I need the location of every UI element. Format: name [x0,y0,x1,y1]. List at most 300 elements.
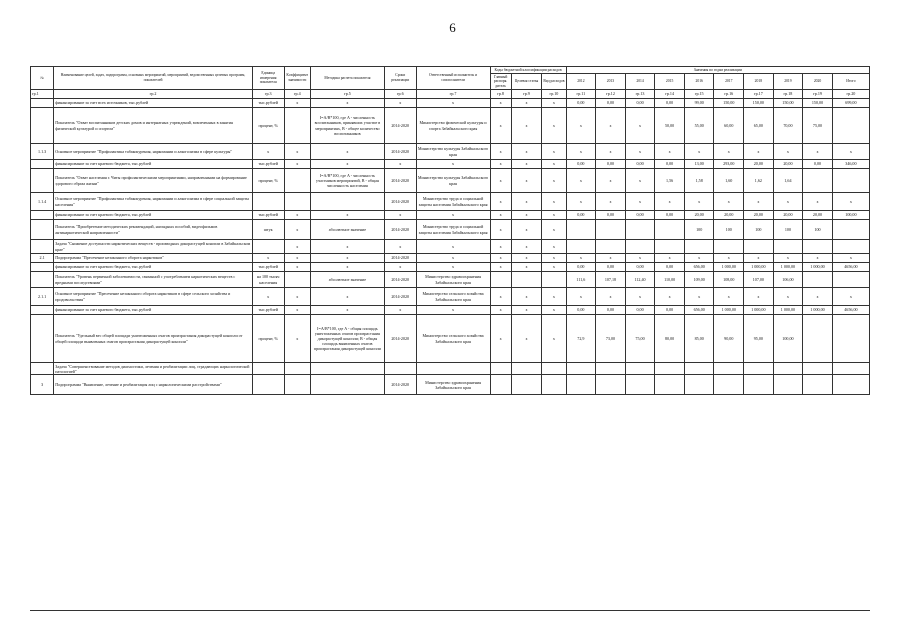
table-cell: 0,00 [596,263,626,272]
table-cell: x [566,288,596,306]
table-cell: 0,00 [566,306,596,315]
table-cell [511,375,542,395]
table-cell: I=A/B*100, где A - численность воспитанников, принявших участие в мероприятиях, B - общее количество воспитанников [310,108,384,144]
table-cell: 90,00 [714,315,744,363]
table-cell [744,240,774,254]
table-cell [31,272,54,288]
table-row [31,193,870,211]
table-cell: 1,62 [744,169,774,193]
table-cell [832,220,869,240]
table-cell: x [684,193,714,211]
table-cell: x [566,193,596,211]
table-cell [31,108,54,144]
table-cell: x [625,288,655,306]
table-cell [714,363,744,375]
table-cell: 0,00 [566,263,596,272]
table-cell: x [511,240,542,254]
table-cell: x [714,254,744,263]
table-cell [566,240,596,254]
table-cell: x [416,240,490,254]
row-title-cell: финансирование за счет краевого бюджета, тыс.рублей [54,306,253,315]
column-index-cell: гр.18 [773,90,803,99]
header-resp: Ответственный исполнитель и соисполнители [416,67,490,90]
table-cell: 2014-2020 [384,144,416,160]
table-cell: 100 [773,220,803,240]
table-cell [773,240,803,254]
table-cell: 75,00 [803,108,833,144]
table-cell: 107,18 [596,272,626,288]
table-cell [511,272,542,288]
table-cell: x [625,254,655,263]
table-cell: x [542,240,566,254]
table-cell: x [384,263,416,272]
table-cell: x [384,99,416,108]
table-cell: x [284,160,310,169]
table-cell [832,375,869,395]
table-cell: x [310,211,384,220]
table-cell [511,363,542,375]
table-cell: x [310,240,384,254]
table-cell: Министерство культуры Забайкальского края [416,169,490,193]
row-title-cell: Подпрограмма "Пресечение незаконного оборота наркотиков" [54,254,253,263]
program-indicators-table [30,66,870,395]
table-cell [284,193,310,211]
table-cell: x [542,254,566,263]
table-cell: x [490,160,511,169]
table-cell: x [803,144,833,160]
table-cell: 100,00 [832,211,869,220]
table-cell [31,315,54,363]
table-cell: 2014-2020 [384,315,416,363]
table-cell: 2014-2020 [384,220,416,240]
table-cell: x [542,220,566,240]
table-cell: 150,00 [803,99,833,108]
table-cell: 699,00 [832,99,869,108]
table-row [31,169,870,193]
table-cell: x [832,193,869,211]
table-cell: x [490,288,511,306]
table-cell: тыс.рублей [252,263,284,272]
table-cell: 2014-2020 [384,169,416,193]
row-title-cell: Основное мероприятие "Профилактика табакокурения, наркомании и алкоголизма в сфере культуры" [54,144,253,160]
table-cell: 0,00 [803,160,833,169]
table-cell: x [542,144,566,160]
table-cell: тыс.рублей [252,211,284,220]
table-cell [803,363,833,375]
table-cell [284,169,310,193]
table-cell: x [310,263,384,272]
table-cell: x [542,288,566,306]
table-cell [625,363,655,375]
table-cell: 99,00 [684,99,714,108]
table-cell [31,306,54,315]
table-cell: 85,00 [684,315,714,363]
table-bottom-border [30,610,870,611]
table-cell: 0,00 [655,99,685,108]
row-title-cell: Показатель "Приобретение методических рекомендаций, наглядных пособий, видеофильмов антинаркотической направленности" [54,220,253,240]
header-year: 2012 [566,74,596,90]
table-cell [655,363,685,375]
table-cell: 108,00 [714,272,744,288]
table-cell: x [773,288,803,306]
table-cell: 20,00 [684,211,714,220]
column-index-cell: гр.5 [310,90,384,99]
table-cell: x [490,169,511,193]
table-cell: 60,00 [714,108,744,144]
table-row [31,160,870,169]
table-cell: 0,00 [566,211,596,220]
table-cell: x [284,144,310,160]
table-row [31,240,870,254]
row-title-cell: Задача "Совершенствование методов диагностики, лечения и реабилитации лиц, страдающих наркологической патологией" [54,363,253,375]
table-cell: x [655,193,685,211]
table-cell [832,315,869,363]
header-kbk-col: Главный распоря. дитель [490,74,511,90]
column-index-cell: гр.16 [714,90,744,99]
column-index-cell: гр.1 [31,90,54,99]
table-cell: 65,00 [744,108,774,144]
table-cell: x [284,306,310,315]
table-cell: x [684,144,714,160]
table-cell: x [490,108,511,144]
page-number: 6 [449,20,456,35]
table-cell: 95,00 [744,315,774,363]
table-cell: 0,00 [655,211,685,220]
table-cell: 0,00 [596,306,626,315]
table-cell [252,375,284,395]
table-cell: Министерство здравоохранения Забайкальского края [416,375,490,395]
table-cell: тыс.рублей [252,306,284,315]
table-cell [596,220,626,240]
table-row [31,144,870,160]
table-cell: x [490,144,511,160]
table-cell: x [511,160,542,169]
table-cell: x [490,220,511,240]
table-cell: тыс.рублей [252,160,284,169]
table-cell: 107,00 [744,272,774,288]
header-coef: Коэффициент значимости [284,67,310,90]
table-cell: x [416,160,490,169]
header-kbk-col: Целевая статья [511,74,542,90]
table-cell [773,375,803,395]
table-cell: Министерство сельского хозяйства Забайкальского края [416,315,490,363]
table-cell [832,240,869,254]
table-row [31,263,870,272]
table-cell: тыс.рублей [252,99,284,108]
table-cell: x [310,160,384,169]
table-cell [684,375,714,395]
table-cell: x [490,99,511,108]
column-index-cell: гр.10 [542,90,566,99]
table-cell [655,240,685,254]
table-cell [625,240,655,254]
table-cell: x [714,288,744,306]
column-index-cell: гр.4 [284,90,310,99]
table-cell: x [284,288,310,306]
table-cell: x [542,169,566,193]
table-cell: Министерство здравоохранения Забайкальского края [416,272,490,288]
table-cell: 73,00 [596,315,626,363]
table-cell [803,240,833,254]
column-index-cell: гр.15 [684,90,714,99]
table-cell [252,240,284,254]
header-term: Сроки реализации [384,67,416,90]
column-index-cell: гр.3 [252,90,284,99]
row-title-cell: Основное мероприятие "Пресечение незаконного оборота наркотиков в сфере сельского хозяйства и продовольствия" [54,288,253,306]
table-cell: 0,00 [566,160,596,169]
table-cell: x [684,254,714,263]
table-cell: x [773,193,803,211]
table-cell: 80,00 [655,315,685,363]
header-year: 2019 [773,74,803,90]
table-cell: x [252,144,284,160]
table-cell: x [511,220,542,240]
table-cell: 0,00 [625,263,655,272]
table-cell [684,240,714,254]
header-year: 2016 [684,74,714,90]
header-unit: Единица измерения показателя [252,67,284,90]
table-cell [31,240,54,254]
table-cell: x [773,254,803,263]
table-cell: x [714,144,744,160]
table-cell: 293,00 [714,160,744,169]
table-row [31,315,870,363]
header-values: Значения по годам реализации [566,67,869,74]
header-name: Наименование целей, задач, подпрограмм, основных мероприятий, мероприятий, ведомственных целевых программ, показателей [54,67,253,90]
table-cell: x [744,144,774,160]
table-cell [284,108,310,144]
table-cell: x [416,254,490,263]
table-cell: x [384,160,416,169]
table-cell: 0,00 [655,263,685,272]
table-cell [714,240,744,254]
table-cell: 3 [31,375,54,395]
table-cell: x [744,254,774,263]
table-cell: 112,40 [625,272,655,288]
table-row [31,306,870,315]
table-cell: x [511,263,542,272]
table-cell: x [542,306,566,315]
column-index-cell: гр.11 [566,90,596,99]
table-cell [31,99,54,108]
column-index-cell: гр.7 [416,90,490,99]
table-cell: 0,00 [596,211,626,220]
table-cell: 656,00 [684,263,714,272]
table-cell [803,272,833,288]
table-cell [31,263,54,272]
table-cell: 0,00 [596,99,626,108]
row-title-cell: финансирование за счет краевого бюджета, тыс.рублей [54,160,253,169]
column-index-cell: гр.9 [511,90,542,99]
table-cell [832,272,869,288]
row-title-cell: Задача "Снижение доступности наркотических веществ - производных дикорастущей конопли в Забайкальском крае" [54,240,253,254]
table-cell [625,220,655,240]
table-cell [655,375,685,395]
header-method: Методика расчета показателя [310,67,384,90]
table-cell: x [566,144,596,160]
table-cell: x [511,254,542,263]
table-cell: x [542,211,566,220]
table-cell: x [511,288,542,306]
table-cell: 346,00 [832,160,869,169]
table-cell: x [511,315,542,363]
row-title-cell: финансирование за счет всех источников, тыс.рублей [54,99,253,108]
table-cell [744,363,774,375]
table-cell: x [625,144,655,160]
table-cell [744,375,774,395]
table-row [31,254,870,263]
table-cell: x [655,288,685,306]
table-cell: I=A/B*100, где A - численность участников мероприятий, B - общая численность населения [310,169,384,193]
table-cell: x [490,306,511,315]
table-cell: 55,00 [684,108,714,144]
table-cell: 0,00 [655,160,685,169]
table-row [31,288,870,306]
table-cell [416,363,490,375]
table-cell: x [284,315,310,363]
table-cell [803,169,833,193]
table-cell: абсолютное значение [310,272,384,288]
table-cell [31,160,54,169]
table-cell [566,220,596,240]
table-cell [596,375,626,395]
table-cell [655,220,685,240]
table-cell: x [310,144,384,160]
table-cell: 150,00 [714,99,744,108]
column-index-cell: гр.8 [490,90,511,99]
table-cell [684,363,714,375]
table-cell [625,375,655,395]
table-cell: 2014-2020 [384,272,416,288]
table-cell: x [490,263,511,272]
table-cell: Министерство труда и социальной защиты населения Забайкальского края [416,193,490,211]
table-cell: x [773,144,803,160]
table-cell [542,363,566,375]
table-cell: x [566,169,596,193]
table-cell: 100,00 [773,315,803,363]
column-index-cell: гр.14 [655,90,685,99]
table-cell: x [416,211,490,220]
table-cell: 150,00 [773,99,803,108]
column-index-row [31,90,870,99]
table-cell: процент, % [252,108,284,144]
table-cell: 4656,00 [832,263,869,272]
table-cell [542,375,566,395]
table-cell [832,108,869,144]
table-cell: 1,64 [773,169,803,193]
table-cell [284,272,310,288]
table-cell: Министерство культуры Забайкальского края [416,144,490,160]
table-cell: x [284,254,310,263]
table-cell: 0,00 [596,160,626,169]
table-cell [252,363,284,375]
column-index-cell: гр.17 [744,90,774,99]
table-cell: 70,00 [773,108,803,144]
table-row [31,272,870,288]
table-cell [31,169,54,193]
table-cell: 2014-2020 [384,193,416,211]
table-cell: процент, % [252,169,284,193]
table-cell: x [596,193,626,211]
table-cell [542,272,566,288]
row-title-cell: финансирование за счет краевого бюджета, тыс.рублей [54,211,253,220]
table-cell: 0,00 [625,160,655,169]
column-index-cell: гр.20 [832,90,869,99]
table-cell: x [596,108,626,144]
table-cell: 1 000,00 [744,306,774,315]
table-cell: 2.1 [31,254,54,263]
table-cell: x [284,220,310,240]
table-cell: x [511,306,542,315]
table-cell: 1 000,00 [714,306,744,315]
table-cell [284,375,310,395]
table-cell [384,363,416,375]
table-row [31,99,870,108]
table-cell: 2014-2020 [384,254,416,263]
table-cell: 110,00 [655,272,685,288]
table-cell [714,375,744,395]
table-row [31,211,870,220]
row-title-cell: финансирование за счет краевого бюджета, тыс.рублей [54,263,253,272]
header-year: 2015 [655,74,685,90]
table-cell: 1 000,00 [773,263,803,272]
table-cell: 20,00 [714,211,744,220]
table-cell: I=A/B*100, где A - общая площадь уничтоженных очагов произрастания дикорастущей конопли; B - общая площадь выявленных очагов произрастания дикорастущей конопли [310,315,384,363]
table-cell: 2014-2020 [384,288,416,306]
row-title-cell: Основное мероприятие "Профилактика табакокурения, наркомании и алкоголизма в сфере социальной защиты населения" [54,193,253,211]
table-cell: x [416,99,490,108]
table-cell: x [511,169,542,193]
table-cell: x [625,193,655,211]
header-year: 2020 [803,74,833,90]
table-cell: x [416,263,490,272]
table-cell: 150,00 [744,99,774,108]
table-cell: 2014-2020 [384,108,416,144]
header-year: 2018 [744,74,774,90]
table-cell: 1 000,00 [744,263,774,272]
table-cell: x [566,108,596,144]
table-cell: x [542,193,566,211]
table-cell: 0,00 [625,306,655,315]
table-cell [490,363,511,375]
table-cell: 1 000,00 [773,306,803,315]
table-cell: x [490,211,511,220]
table-cell: x [542,160,566,169]
table-cell: x [832,254,869,263]
table-cell: x [284,263,310,272]
table-cell: x [384,306,416,315]
table-cell: 656,00 [684,306,714,315]
table-cell: 72,9 [566,315,596,363]
table-cell: x [625,169,655,193]
table-cell: x [744,288,774,306]
row-title-cell: Подпрограмма "Выявление, лечение и реабилитация лиц с наркологическими расстройствами" [54,375,253,395]
table-cell: x [625,108,655,144]
table-cell [31,220,54,240]
table-cell: x [566,254,596,263]
table-cell: x [542,263,566,272]
table-cell: 100 [744,220,774,240]
table-cell: x [416,306,490,315]
table-cell: x [384,211,416,220]
table-cell: x [310,288,384,306]
table-cell: x [310,254,384,263]
table-cell: 1 000,00 [803,263,833,272]
table-cell [310,193,384,211]
table-cell [252,193,284,211]
table-cell [284,363,310,375]
table-cell: x [655,254,685,263]
